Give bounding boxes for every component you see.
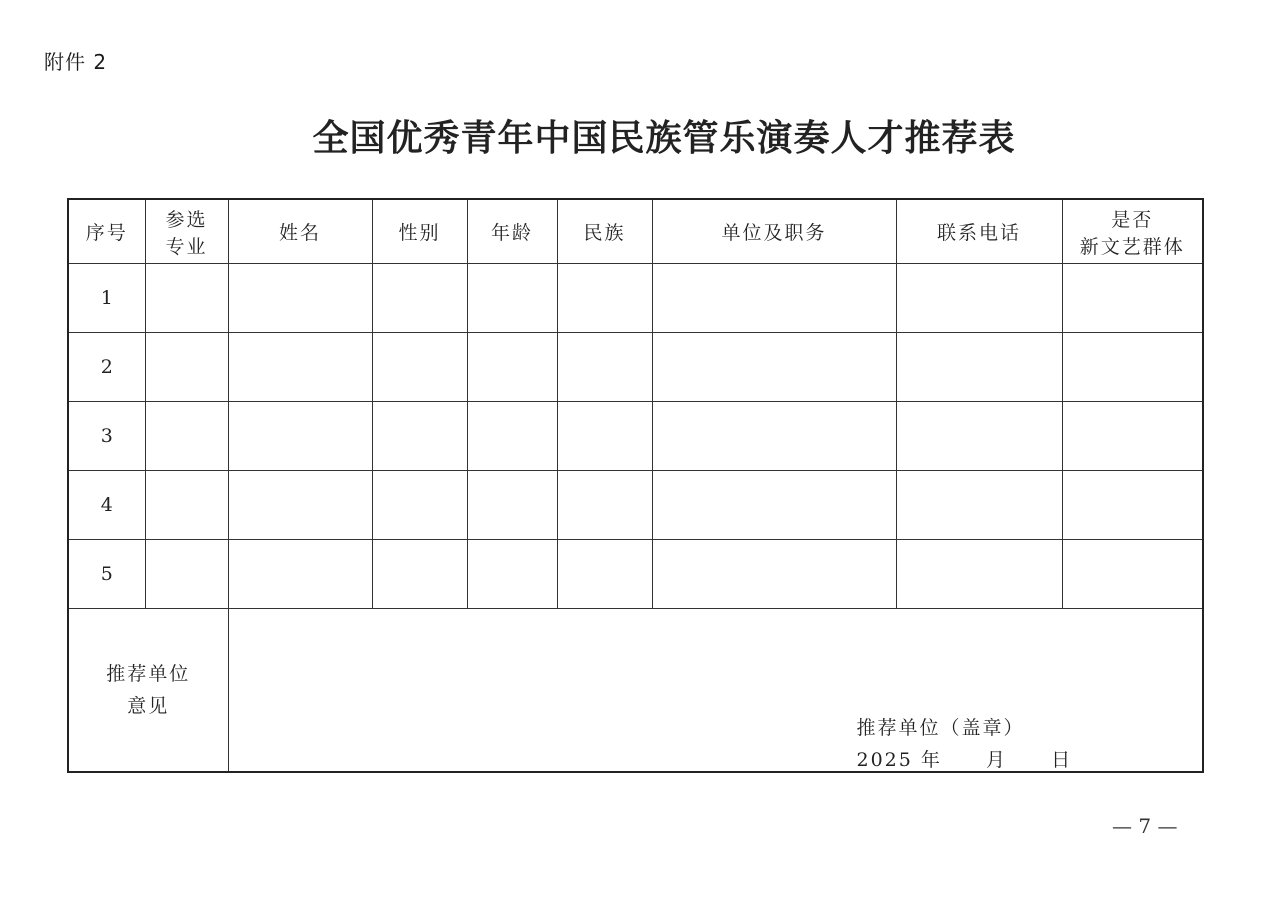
signature-block <box>857 712 1073 776</box>
page-title: 全国优秀青年中国民族管乐演奏人才推荐表 <box>312 117 1016 159</box>
major-cell[interactable] <box>145 540 228 609</box>
new-art-group-cell[interactable] <box>1062 333 1203 402</box>
unit-position-cell[interactable] <box>652 402 896 471</box>
new-art-group-cell[interactable] <box>1062 471 1203 540</box>
recommendation-table <box>67 198 1204 773</box>
sign-year-unit: 年 <box>920 749 942 771</box>
header-unit-position: 单位及职务 <box>652 199 896 264</box>
unit-position-cell[interactable] <box>652 264 896 333</box>
name-cell[interactable] <box>228 333 372 402</box>
phone-cell[interactable] <box>896 471 1062 540</box>
sign-year: 2025 <box>856 749 913 771</box>
table-row <box>68 402 1203 471</box>
row-number: 5 <box>68 540 145 609</box>
phone-cell[interactable] <box>896 333 1062 402</box>
opinion-label-line1: 推荐单位 <box>106 663 191 685</box>
header-name: 姓名 <box>228 199 372 264</box>
seal-label: 推荐单位（盖章） <box>856 717 1025 739</box>
age-cell[interactable] <box>467 402 557 471</box>
name-cell[interactable] <box>228 540 372 609</box>
header-major-line2: 专业 <box>165 235 208 258</box>
major-cell[interactable] <box>145 402 228 471</box>
unit-position-cell[interactable] <box>652 471 896 540</box>
header-new-art-group <box>1062 199 1203 264</box>
opinion-label-line2: 意见 <box>127 695 170 717</box>
age-cell[interactable] <box>467 264 557 333</box>
attachment-label: 附件 2 <box>44 50 108 74</box>
name-cell[interactable] <box>228 471 372 540</box>
major-cell[interactable] <box>145 471 228 540</box>
gender-cell[interactable] <box>372 264 467 333</box>
ethnicity-cell[interactable] <box>557 264 652 333</box>
unit-position-cell[interactable] <box>652 333 896 402</box>
age-cell[interactable] <box>467 471 557 540</box>
phone-cell[interactable] <box>896 540 1062 609</box>
unit-position-cell[interactable] <box>652 540 896 609</box>
new-art-group-cell[interactable] <box>1062 402 1203 471</box>
header-major <box>145 199 228 264</box>
ethnicity-cell[interactable] <box>557 471 652 540</box>
table-row <box>68 333 1203 402</box>
header-group-line2: 新文艺群体 <box>1079 235 1185 258</box>
phone-cell[interactable] <box>896 402 1062 471</box>
row-number: 1 <box>68 264 145 333</box>
major-cell[interactable] <box>145 333 228 402</box>
ethnicity-cell[interactable] <box>557 540 652 609</box>
table-row <box>68 540 1203 609</box>
row-number: 4 <box>68 471 145 540</box>
gender-cell[interactable] <box>372 402 467 471</box>
new-art-group-cell[interactable] <box>1062 540 1203 609</box>
name-cell[interactable] <box>228 264 372 333</box>
sign-day-unit: 日 <box>1051 749 1073 771</box>
header-seq: 序号 <box>68 199 145 264</box>
gender-cell[interactable] <box>372 471 467 540</box>
gender-cell[interactable] <box>372 540 467 609</box>
sign-month-unit: 月 <box>986 749 1008 771</box>
row-number: 3 <box>68 402 145 471</box>
ethnicity-cell[interactable] <box>557 333 652 402</box>
row-number: 2 <box>68 333 145 402</box>
header-phone: 联系电话 <box>896 199 1062 264</box>
sign-date <box>857 744 1073 776</box>
opinion-row <box>68 609 1203 773</box>
ethnicity-cell[interactable] <box>557 402 652 471</box>
opinion-content-cell[interactable] <box>228 609 1203 773</box>
new-art-group-cell[interactable] <box>1062 264 1203 333</box>
header-age: 年龄 <box>467 199 557 264</box>
major-cell[interactable] <box>145 264 228 333</box>
header-ethnicity: 民族 <box>557 199 652 264</box>
phone-cell[interactable] <box>896 264 1062 333</box>
header-major-line1: 参选 <box>165 208 208 231</box>
opinion-label <box>68 609 228 773</box>
gender-cell[interactable] <box>372 333 467 402</box>
page-number: — 7 — <box>1112 814 1178 838</box>
age-cell[interactable] <box>467 540 557 609</box>
name-cell[interactable] <box>228 402 372 471</box>
table-header-row <box>68 199 1203 264</box>
age-cell[interactable] <box>467 333 557 402</box>
table-row <box>68 471 1203 540</box>
header-gender: 性别 <box>372 199 467 264</box>
table-row <box>68 264 1203 333</box>
header-group-line1: 是否 <box>1111 208 1154 231</box>
